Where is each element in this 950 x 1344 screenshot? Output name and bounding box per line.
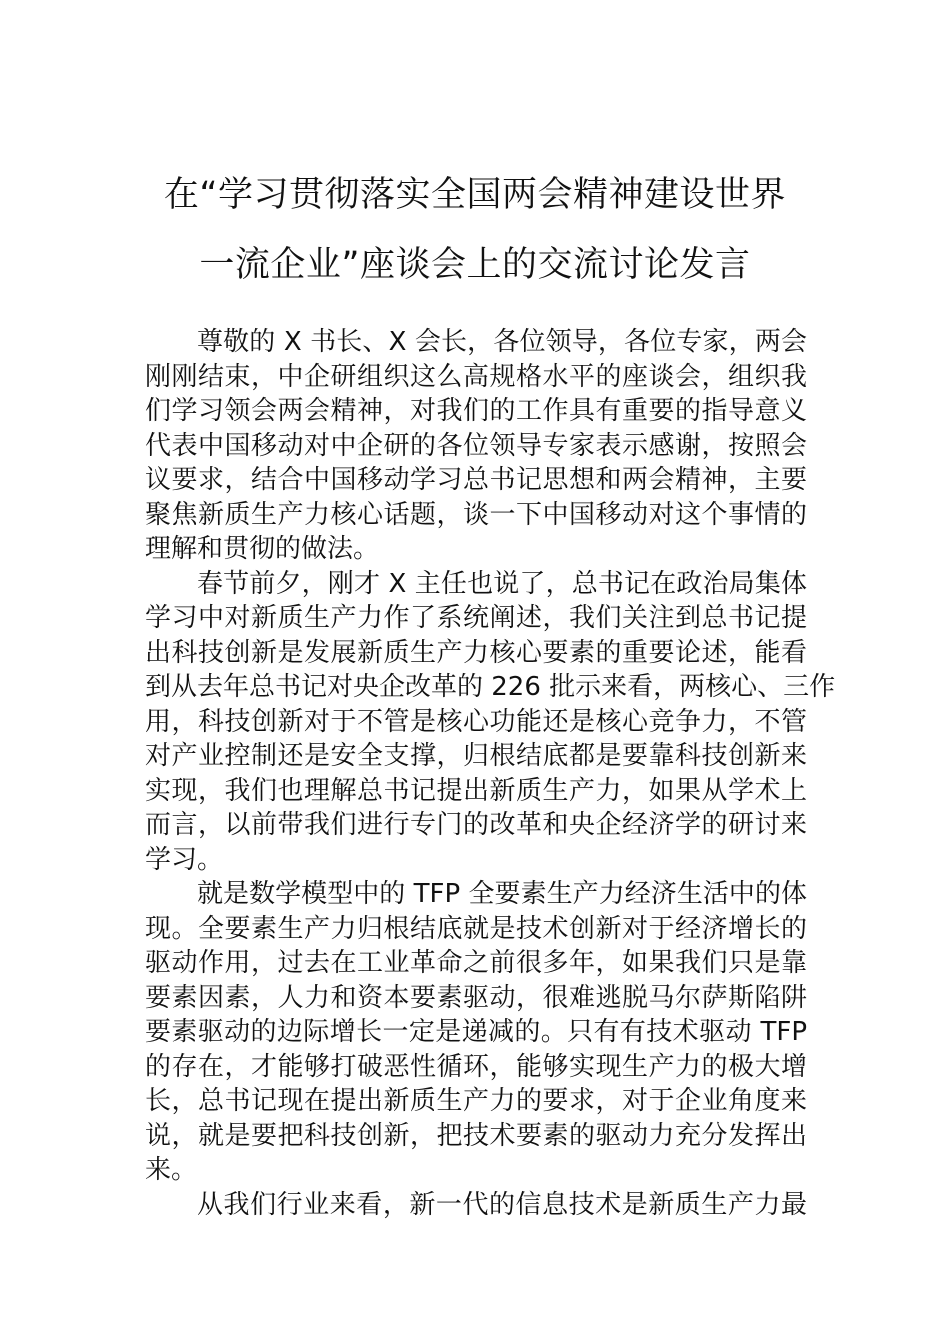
paragraph-line: 长，总书记现在提出新质生产力的要求，对于企业角度来: [145, 1086, 807, 1116]
paragraph-line: 学习。: [145, 844, 224, 875]
paragraph-line: 春节前夕，刚才 X 主任也说了，总书记在政治局集体: [197, 568, 807, 599]
document-body: [145, 325, 836, 1222]
paragraph-line: 学习中对新质生产力作了系统阐述，我们关注到总书记提: [145, 603, 807, 633]
paragraph-line: 来。: [145, 1155, 198, 1185]
paragraph-line: 驱动作用，过去在工业革命之前很多年，如果我们只是靠: [145, 948, 807, 978]
paragraph-line: 现。全要素生产力归根结底就是技术创新对于经济增长的: [145, 913, 807, 944]
paragraph-line: 们学习领会两会精神，对我们的工作具有重要的指导意义: [145, 396, 807, 426]
title-line-2: 一流企业”座谈会上的交流讨论发言: [199, 245, 751, 285]
paragraph-line: 聚焦新质生产力核心话题，谈一下中国移动对这个事情的: [145, 499, 807, 530]
paragraph-line: 用，科技创新对于不管是核心功能还是核心竞争力，不管: [145, 706, 807, 737]
document-title: [140, 160, 810, 300]
paragraph-line: 理解和贯彻的做法。: [145, 534, 380, 564]
paragraph-line: 从我们行业来看，新一代的信息技术是新质生产力最: [197, 1189, 807, 1220]
paragraph-line: 议要求，结合中国移动学习总书记思想和两会精神，主要: [145, 465, 807, 495]
paragraph-4: [145, 1188, 807, 1223]
paragraph-1: [145, 325, 807, 567]
paragraph-line: 的存在，才能够打破恶性循环，能够实现生产力的极大增: [145, 1051, 807, 1082]
paragraph-line: 代表中国移动对中企研的各位领导专家表示感谢，按照会: [145, 430, 807, 461]
paragraph-line: 尊敬的 X 书长、X 会长，各位领导，各位专家，两会: [197, 327, 807, 357]
paragraph-line: 实现，我们也理解总书记提出新质生产力，如果从学术上: [145, 775, 807, 806]
paragraph-line: 刚刚结束，中企研组织这么高规格水平的座谈会，组织我: [145, 361, 807, 392]
paragraph-line: 就是数学模型中的 TFP 全要素生产力经济生活中的体: [197, 879, 807, 909]
paragraph-3: [145, 877, 807, 1188]
paragraph-2: [145, 567, 836, 878]
paragraph-line: 要素驱动的边际增长一定是递减的。只有有技术驱动 TFP: [145, 1017, 807, 1047]
title-line-1: 在“学习贯彻落实全国两会精神建设世界: [163, 175, 787, 215]
paragraph-line: 出科技创新是发展新质生产力核心要素的重要论述，能看: [145, 637, 807, 668]
paragraph-line: 而言，以前带我们进行专门的改革和央企经济学的研讨来: [145, 810, 807, 840]
paragraph-line: 对产业控制还是安全支撑，归根结底都是要靠科技创新来: [145, 741, 807, 771]
paragraph-line: 说，就是要把科技创新，把技术要素的驱动力充分发挥出: [145, 1120, 807, 1151]
paragraph-line: 要素因素，人力和资本要素驱动，很难逃脱马尔萨斯陷阱: [145, 982, 807, 1013]
paragraph-line: 到从去年总书记对央企改革的 226 批示来看，两核心、三作: [145, 672, 836, 702]
